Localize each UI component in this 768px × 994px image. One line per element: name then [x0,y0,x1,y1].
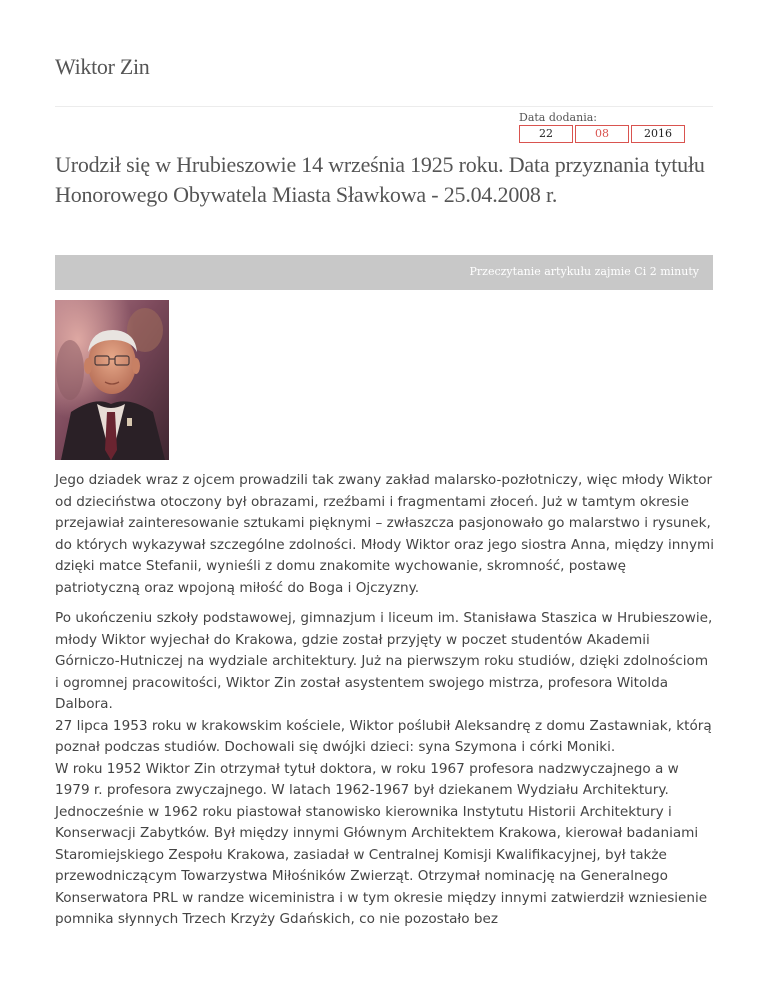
article-paragraph: Jego dziadek wraz z ojcem prowadzili tak zwany zakład malarsko-pozłotniczy, więc młody Wiktor od dzieciństwa otoczony był obrazami, rzeźbami i fragmentami złoceń. Już w tamtym okresie przejawiał zainteresowanie sztukami pięknymi – zwłaszcza pasjonowało go malarstwo i rysunek, do których wykazywał szczególne zdolności. Młody Wiktor oraz jego siostra Anna, między innymi dzięki matce Stefanii, wynieśli z domu znakomite wychowanie, skromność, postawę patriotyczną oraz wpojoną miłość do Boga i Ojczyzny. [55,472,715,596]
reading-time-bar [55,255,713,290]
article-headline: Urodził się w Hrubieszowie 14 września 1925 roku. Data przyznania tytułu Honorowego Obywatela Miasta Sławkowa - 25.04.2008 r. [55,152,705,207]
article-paragraph [55,608,715,931]
date-year: 2016 [631,125,685,143]
date-month: 08 [575,125,629,143]
portrait-photo [55,300,169,460]
date-added-label: Data dodania: [519,111,597,124]
article-body [55,470,715,940]
header-divider [55,106,713,107]
article-text: Po ukończeniu szkoły podstawowej, gimnazjum i liceum im. Stanisława Staszica w Hrubieszowie, młody Wiktor wyjechał do Krakowa, gdzie został przyjęty w poczet studentów Akademii Górniczo-Hutniczej na wydziale architektury. Już na pierwszym roku studiów, dzięki zdolnościom i ogromnej pracowitości, Wiktor Zin został asystentem swojego mistrza, profesora Witolda Dalbora. [55,610,713,712]
reading-time-text: Przeczytanie artykułu zajmie Ci 2 minuty [469,265,699,278]
page-title: Wiktor Zin [55,54,150,79]
date-day: 22 [519,125,573,143]
article-text: W roku 1952 Wiktor Zin otrzymał tytuł doktora, w roku 1967 profesora nadzwyczajnego a w 1979 r. profesora zwyczajnego. W latach 1962-1967 był dziekanem Wydziału Architektury. Jednocześnie w 1962 roku piastował stanowisko kierownika Instytutu Historii Architektury i Konserwacji Zabytków. Był między innymi Głównym Architektem Krakowa, kierował badaniami Staromiejskiego Zespołu Krakowa, zasiadał w Centralnej Komisji Kwalifikacyjnej, był także przewodniczącym Towarzystwa Miłośników Zwierząt. Otrzymał nominację na Generalnego Konserwatora PRL w randze wiceministra i w tym okresie między innymi zatwierdził wzniesienie pomnika słynnych Trzech Krzyży Gdańskich, co nie pozostało bez [55,760,708,927]
date-added [519,125,687,143]
article-text: 27 lipca 1953 roku w krakowskim kościele, Wiktor poślubił Aleksandrę z domu Zastawniak, którą poznał podczas studiów. Dochowali się dwójki dzieci: syna Szymona i córki Moniki. [55,717,712,755]
